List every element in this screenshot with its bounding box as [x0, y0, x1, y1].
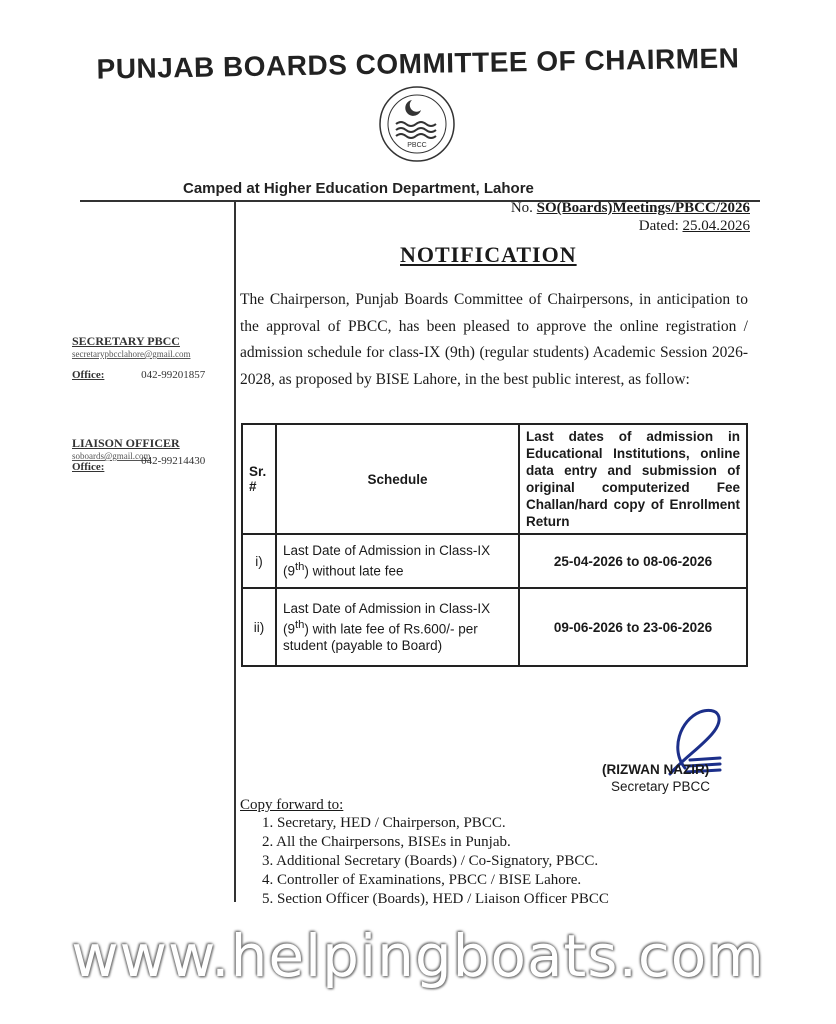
organization-title: PUNJAB BOARDS COMMITTEE OF CHAIRMEN	[96, 42, 740, 85]
secretary-contact	[72, 334, 205, 381]
liaison-email[interactable]: soboards@gmail.com	[72, 451, 151, 461]
reference-label: No.	[510, 200, 533, 216]
liaison-office-phone: 042-99214430	[141, 455, 206, 467]
signatory-name: (RIZWAN NAZIR)	[602, 762, 710, 777]
dated-label: Dated:	[638, 218, 679, 234]
row-dates: 25-04-2026 to 08-06-2026	[519, 534, 747, 588]
notification-heading: NOTIFICATION	[400, 242, 577, 267]
secretary-title: SECRETARY PBCC	[72, 334, 180, 348]
dated-value: 25.04.2026	[682, 218, 750, 234]
admission-schedule-table	[241, 423, 748, 667]
table-row	[242, 534, 747, 588]
reference-date	[639, 218, 750, 235]
copy-forward-heading: Copy forward to:	[240, 797, 344, 813]
row-schedule: Last Date of Admission in Class-IX (9th) with late fee of Rs.600/- per student (payable to Board)	[276, 588, 519, 666]
reference-number	[511, 200, 750, 217]
website-watermark: www.helpingboats.com	[71, 922, 765, 990]
row-schedule: Last Date of Admission in Class-IX (9th) without late fee	[276, 534, 519, 588]
list-item: 4. Controller of Examinations, PBCC / BISE Lahore.	[262, 872, 582, 888]
liaison-office-label: Office:	[72, 461, 105, 473]
pbcc-seal-logo	[372, 84, 462, 164]
table-row	[242, 588, 747, 666]
signatory-designation: Secretary PBCC	[611, 779, 711, 794]
header-sr: Sr. #	[242, 424, 276, 534]
row-dates: 09-06-2026 to 23-06-2026	[519, 588, 747, 666]
secretary-office-phone: 042-99201857	[141, 369, 206, 381]
secretary-office-label: Office:	[72, 369, 105, 381]
liaison-contact	[72, 436, 205, 473]
list-item: 3. Additional Secretary (Boards) / Co-Signatory, PBCC.	[262, 853, 599, 869]
camped-location: Camped at Higher Education Department, Lahore	[183, 180, 534, 197]
list-item: 5. Section Officer (Boards), HED / Liaison Officer PBCC	[262, 891, 609, 907]
reference-value: SO(Boards)Meetings/PBCC/2026	[536, 200, 750, 216]
list-item: 2. All the Chairpersons, BISEs in Punjab.	[262, 834, 511, 850]
header-schedule: Schedule	[276, 424, 519, 534]
list-item: 1. Secretary, HED / Chairperson, PBCC.	[262, 815, 506, 831]
liaison-title: LIAISON OFFICER	[72, 436, 180, 450]
secretary-email[interactable]: secretarypbcclahore@gmail.com	[72, 349, 191, 359]
row-sr: ii)	[242, 588, 276, 666]
notification-body: The Chairperson, Punjab Boards Committee of Chairpersons, in anticipation to the approval of PBCC, has been pleased to approve the online registration / admission schedule for class-IX (9th) (regular students) Academic Session 2026-2028, as proposed by BISE Lahore, in the best public interest, as follow:	[240, 291, 748, 388]
margin-divider	[234, 202, 236, 902]
table-header-row	[242, 424, 747, 534]
row-sr: i)	[242, 534, 276, 588]
copy-forward-list	[262, 814, 609, 909]
header-last-dates: Last dates of admission in Educational Institutions, online data entry and submission of original computerized Fee Challan/hard copy of Enrollment Return	[519, 424, 747, 534]
seal-text: PBCC	[407, 142, 427, 149]
